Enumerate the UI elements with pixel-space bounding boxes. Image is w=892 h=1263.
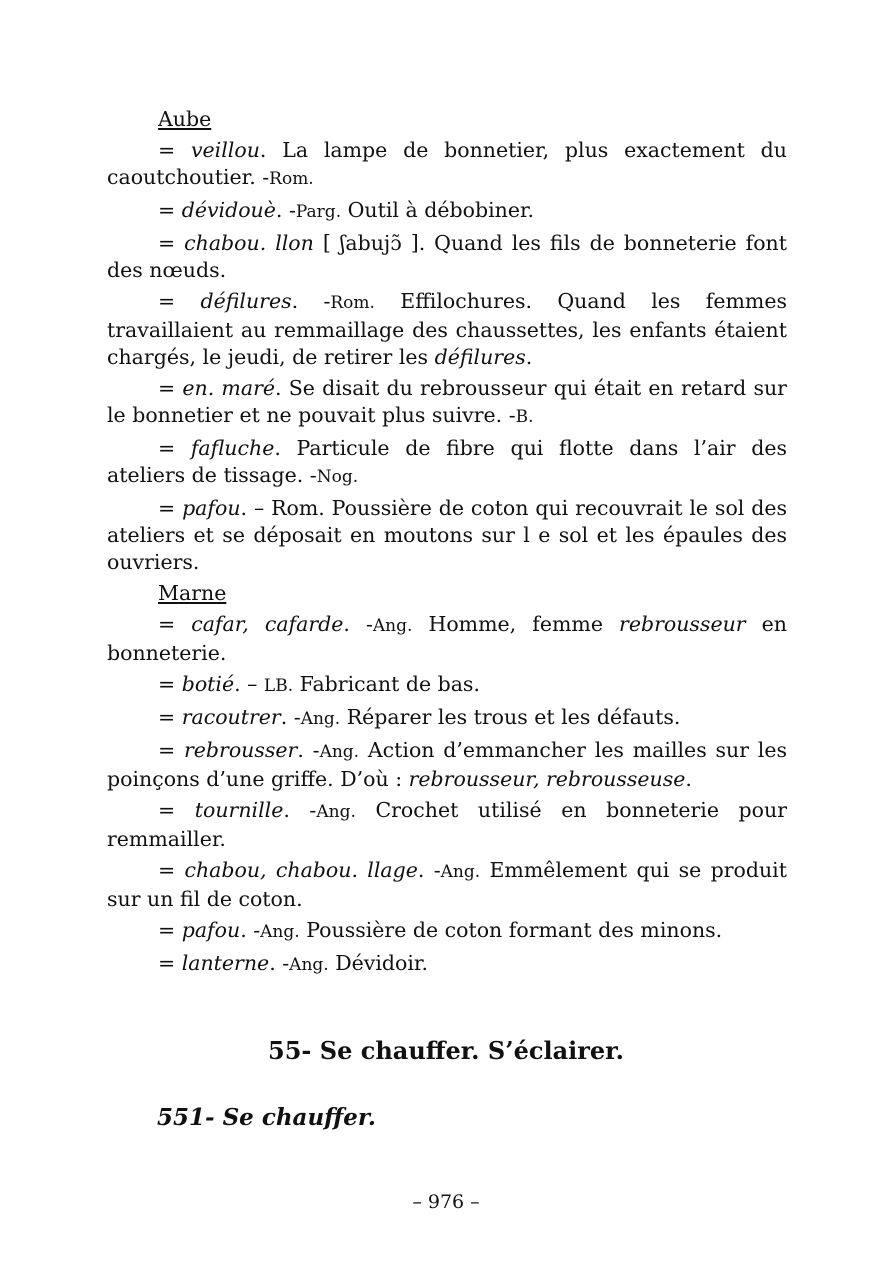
page-number: – 976 – (412, 1191, 480, 1213)
entry-term: racoutrer (181, 705, 281, 729)
entry-term: lanterne (181, 951, 270, 975)
glossary-content (107, 106, 787, 983)
entry-text: en bonneterie. (107, 612, 787, 665)
glossary-entry (107, 797, 787, 853)
glossary-entry (107, 950, 787, 979)
entry-term: cafar, cafarde (191, 612, 344, 636)
entry-text: Emmêlement qui se produit sur un fil de coton. (107, 858, 787, 911)
entry-prefix: = (158, 376, 183, 400)
entry-text: . (525, 345, 533, 369)
entry-term: pafou (181, 918, 241, 942)
glossary-entry (107, 197, 787, 226)
region-heading: Marne (158, 581, 227, 605)
entry-source: Rom. (269, 169, 314, 189)
entry-term: fafluche (190, 436, 275, 460)
entry-text: Fabricant de bas. (293, 672, 480, 696)
region-heading: Aube (158, 107, 212, 131)
entry-text: Action d’emmancher les mailles sur les poinçons d’une griffe. D’où : (107, 738, 787, 791)
entry-text: . - (417, 858, 441, 882)
section-title: 55- Se chauffer. S’éclairer. (268, 1036, 624, 1065)
entry-prefix: = (158, 798, 195, 822)
entry-text: Poussière de coton formant des minons. (299, 918, 723, 942)
glossary-entry (107, 704, 787, 733)
glossary-entry (107, 288, 787, 371)
entry-prefix: = (158, 198, 182, 222)
glossary-entry (107, 671, 787, 700)
subsection-title: 551- Se chauffer. (157, 1104, 376, 1131)
entry-source: Ang. (316, 802, 356, 822)
entry-source: LB. (263, 676, 294, 696)
entry-prefix: = (158, 231, 185, 255)
entry-term: dévidouè (181, 198, 276, 222)
glossary-entry (107, 917, 787, 946)
entry-prefix: = (158, 738, 184, 762)
entry-term: botié (181, 672, 235, 696)
glossary-entry (107, 230, 787, 284)
entry-text: Réparer les trous et les défauts. (340, 705, 681, 729)
entry-source: Ang. (300, 709, 341, 729)
entry-text: . - (297, 738, 320, 762)
entry-source: B. (515, 407, 534, 427)
entry-prefix: = (158, 289, 201, 313)
entry-prefix: = (158, 858, 185, 882)
entry-prefix: = (158, 951, 182, 975)
entry-term: rebrousseur (619, 612, 746, 636)
entry-text: Homme, femme (412, 612, 620, 636)
entry-text: . - (269, 951, 290, 975)
entry-term: rebrousseur, rebrousseuse (408, 767, 686, 791)
entry-text: . - (283, 798, 317, 822)
entry-text: . – Rom. Poussière de coton qui recouvrait le sol des ateliers et se déposait en moutons sur l e sol et les épaules des ouvriers. (107, 496, 787, 574)
entry-prefix: = (158, 918, 182, 942)
entry-text: . - (343, 612, 373, 636)
entry-source: Nog. (316, 467, 359, 487)
entry-term: chabou, chabou. llage (184, 858, 418, 882)
entry-prefix: = (158, 705, 182, 729)
entry-prefix: = (158, 138, 191, 162)
entry-text: . - (240, 918, 261, 942)
entry-term: défilures (200, 289, 292, 313)
glossary-entry (107, 737, 787, 793)
entry-term: tournille (194, 798, 284, 822)
entry-text: . - (275, 198, 296, 222)
entry-term: rebrousser (183, 738, 298, 762)
entry-text: Outil à débobiner. (341, 198, 535, 222)
entry-term: pafou (182, 496, 241, 520)
entry-prefix: = (158, 436, 191, 460)
glossary-entry (107, 495, 787, 576)
entry-text: . - (280, 705, 301, 729)
entry-text: Crochet utilisé en bonneterie pour remmailler. (107, 798, 787, 851)
glossary-entry (107, 375, 787, 431)
entry-source: Parg. (295, 202, 342, 222)
entry-source: Rom. (330, 293, 375, 313)
entry-prefix: = (158, 672, 182, 696)
entry-text: Effilochures. Quand les femmes travaillaient au remmaillage des chaussettes, les enfants étaient chargés, le jeudi, de retirer les (107, 289, 787, 369)
entry-text: . Se disait du rebrousseur qui était en retard sur le bonnetier et ne pouvait plus suivre. - (107, 376, 787, 427)
entry-source: Ang. (260, 922, 300, 942)
glossary-entry (107, 137, 787, 193)
entry-text: . – (234, 672, 264, 696)
entry-term: défilures (434, 345, 526, 369)
entry-term: en. maré (182, 376, 276, 400)
entry-source: Ang. (372, 616, 413, 636)
entry-text: [ ʃabujɔ̃ ]. Quand les fils de bonneterie font des nœuds. (107, 231, 787, 282)
entry-text: . Particule de fibre qui flotte dans l’air des ateliers de tissage. - (107, 436, 787, 487)
entry-prefix: = (158, 496, 183, 520)
entry-term: chabou. llon (184, 231, 314, 255)
entry-text: . - (291, 289, 331, 313)
entry-text: Dévidoir. (328, 951, 428, 975)
entry-source: Ang. (319, 742, 360, 762)
entry-source: Ang. (440, 862, 481, 882)
entry-text: . (685, 767, 692, 791)
entry-term: veillou (190, 138, 260, 162)
entry-prefix: = (158, 612, 192, 636)
glossary-entry (107, 857, 787, 913)
entry-source: Ang. (289, 955, 329, 975)
entry-text: . La lampe de bonnetier, plus exactement du caoutchoutier. - (107, 138, 787, 189)
glossary-entry (107, 435, 787, 491)
glossary-entry (107, 611, 787, 667)
